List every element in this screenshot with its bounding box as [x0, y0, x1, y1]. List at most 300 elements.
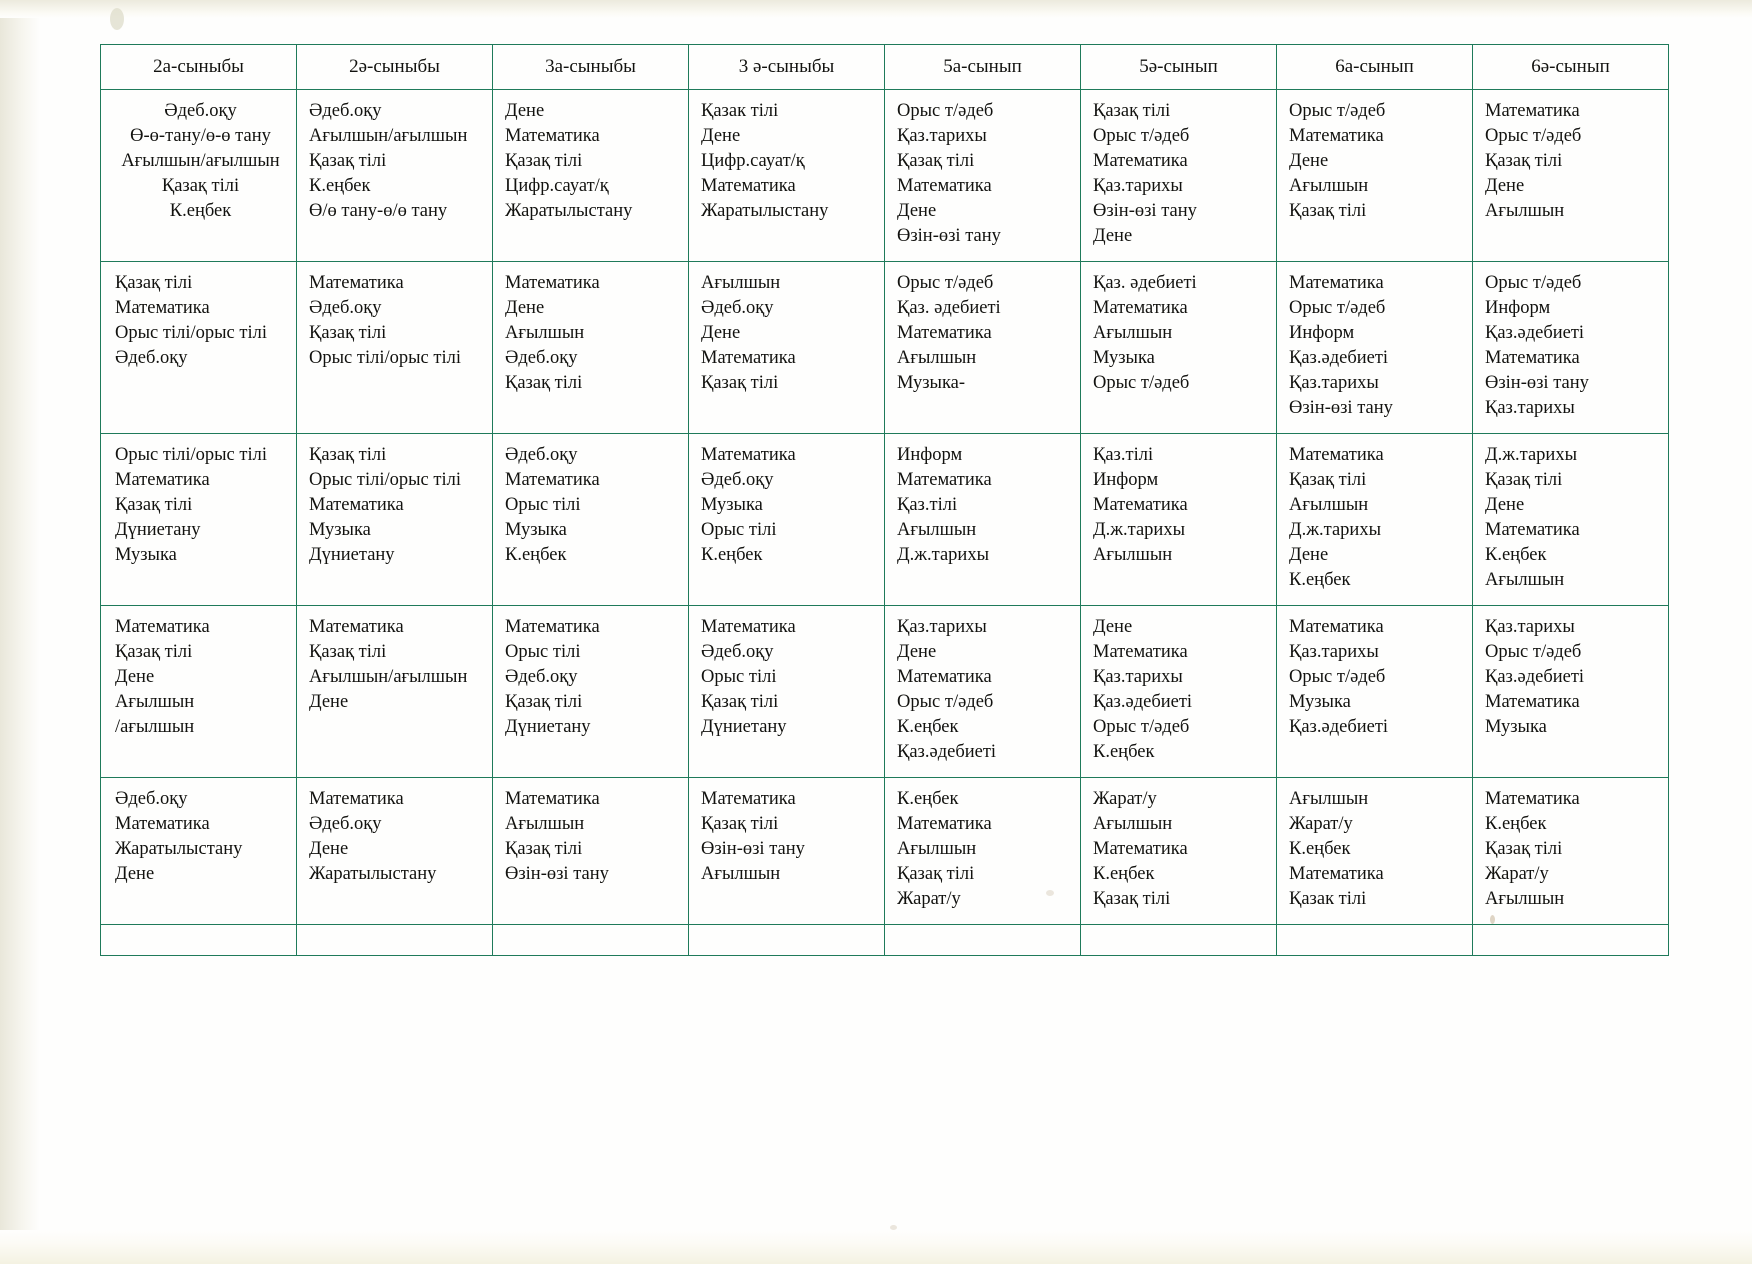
subject-line: Қазақ тілі — [1289, 470, 1367, 490]
subject-line: Дене — [1289, 151, 1329, 171]
subject-line: Музыка — [309, 520, 371, 540]
subject-line: Математика — [505, 273, 600, 293]
schedule-cell — [493, 778, 689, 925]
subject-line: Қаз.тарихы — [1289, 642, 1379, 662]
subject-line: Информ — [1093, 470, 1159, 490]
cell-content — [1473, 778, 1668, 924]
subject-line: К.еңбек — [1485, 545, 1547, 565]
subject-line: Қазақ тілі — [161, 176, 240, 196]
cell-content — [1473, 90, 1668, 236]
subject-line: Әдеб.оқу — [309, 298, 382, 318]
subject-line: Дене — [701, 126, 741, 146]
schedule-cell — [689, 434, 885, 606]
subject-line: Қазақ тілі — [309, 445, 387, 465]
subject-line: Ағылшын — [1485, 570, 1565, 590]
subject-line: Информ — [897, 445, 963, 465]
subject-line: Орыс тілі/орыс тілі — [309, 348, 461, 368]
subject-line: К.еңбек — [897, 717, 959, 737]
subject-line: Математика — [115, 814, 210, 834]
subject-line: К.еңбек — [1093, 742, 1155, 762]
cell-content — [1473, 434, 1668, 605]
subject-line: Қазақ тілі — [701, 692, 779, 712]
subject-line: Қаз. әдебиеті — [1093, 273, 1197, 293]
subject-line: Музыка — [701, 495, 763, 515]
subject-line: Информ — [1485, 298, 1551, 318]
schedule-cell-empty — [101, 925, 297, 956]
subject-line: Математика — [897, 323, 992, 343]
subject-line: Қазақ тілі — [1485, 151, 1563, 171]
subject-line: Математика — [1289, 864, 1384, 884]
schedule-cell — [1473, 262, 1669, 434]
subject-line: Математика — [505, 617, 600, 637]
schedule-cell — [885, 606, 1081, 778]
subject-line: Жарат/у — [1289, 814, 1353, 834]
cell-content — [493, 262, 688, 408]
subject-line: Дене — [505, 101, 545, 121]
subject-line: Математика — [309, 617, 404, 637]
cell-content — [493, 434, 688, 580]
column-header-5a: 5а-сынып — [885, 45, 1081, 90]
subject-line: Өзін-өзі тану — [701, 839, 805, 859]
cell-content — [1081, 90, 1276, 261]
subject-line: Орыс тілі/орыс тілі — [309, 470, 461, 490]
subject-line: Музыка — [1093, 348, 1155, 368]
schedule-cell — [101, 778, 297, 925]
schedule-cell-empty — [1081, 925, 1277, 956]
subject-line: Орыс тілі — [505, 642, 581, 662]
subject-line: Қазақ тілі — [505, 151, 583, 171]
cell-content — [689, 434, 884, 580]
subject-line: Ағылшын — [897, 520, 977, 540]
subject-line: Математика — [1093, 839, 1188, 859]
subject-line: К.еңбек — [169, 201, 232, 221]
subject-line: Дүниетану — [505, 717, 591, 737]
subject-line: Қаз.әдебиеті — [1485, 323, 1585, 343]
schedule-table-body — [101, 90, 1669, 956]
subject-line: Орыс т/әдеб — [1485, 273, 1582, 293]
subject-line: Музыка — [115, 545, 177, 565]
cell-content — [689, 262, 884, 408]
schedule-cell — [885, 778, 1081, 925]
subject-line: Математика — [115, 617, 210, 637]
subject-line: Математика — [701, 617, 796, 637]
subject-line: Дене — [1289, 545, 1329, 565]
subject-line: Ағылшын — [1289, 789, 1369, 809]
cell-content — [297, 90, 492, 236]
subject-line: Математика — [701, 176, 796, 196]
table-row — [101, 262, 1669, 434]
cell-content — [1081, 434, 1276, 580]
subject-line: Математика — [1485, 520, 1580, 540]
subject-line: Жаратылыстану — [115, 839, 243, 859]
cell-content — [1277, 434, 1472, 605]
subject-line: Қаз.әдебиеті — [1093, 692, 1193, 712]
subject-line: Музыка — [1289, 692, 1351, 712]
subject-line: Әдеб.оқу — [505, 445, 578, 465]
cell-content — [689, 606, 884, 752]
schedule-cell — [1081, 606, 1277, 778]
schedule-cell-empty — [1473, 925, 1669, 956]
column-header-3a: 3а-сыныбы — [493, 45, 689, 90]
table-row — [101, 778, 1669, 925]
subject-line: Ағылшын — [1093, 814, 1173, 834]
cell-content — [493, 778, 688, 899]
schedule-cell-empty — [297, 925, 493, 956]
cell-content — [101, 434, 296, 580]
subject-line: Қаз. әдебиеті — [897, 298, 1001, 318]
subject-line: Математика — [701, 445, 796, 465]
subject-line: Қаз.тарихы — [897, 126, 987, 146]
schedule-cell — [101, 606, 297, 778]
cell-content — [101, 262, 296, 383]
schedule-cell — [297, 434, 493, 606]
schedule-cell — [1277, 262, 1473, 434]
subject-line: Жаратылыстану — [701, 201, 829, 221]
subject-line: Дене — [115, 864, 155, 884]
schedule-cell — [1473, 606, 1669, 778]
cell-content — [1081, 262, 1276, 408]
subject-line: Математика — [309, 789, 404, 809]
subject-line: Қаз.тілі — [897, 495, 958, 515]
subject-line: Математика — [897, 470, 992, 490]
cell-content — [493, 90, 688, 236]
subject-line: Жаратылыстану — [505, 201, 633, 221]
subject-line: Ө-ө-тану/ө-ө тану — [130, 126, 271, 146]
subject-line: Орыс т/әдеб — [1093, 717, 1190, 737]
schedule-cell — [689, 606, 885, 778]
table-row — [101, 434, 1669, 606]
subject-line: Қазақ тілі — [897, 151, 975, 171]
subject-line: Математика — [897, 667, 992, 687]
subject-line: Математика — [1093, 495, 1188, 515]
schedule-cell — [689, 778, 885, 925]
subject-line: Қазак тілі — [1289, 889, 1367, 909]
subject-line: К.еңбек — [1289, 570, 1351, 590]
scan-speck — [890, 1225, 897, 1230]
subject-line: Әдеб.оқу — [701, 470, 774, 490]
schedule-cell — [1473, 434, 1669, 606]
subject-line: Дене — [897, 642, 937, 662]
subject-line: Дүниетану — [701, 717, 787, 737]
cell-content — [297, 434, 492, 580]
subject-line: Дене — [897, 201, 937, 221]
column-header-5ae: 5ә-сынып — [1081, 45, 1277, 90]
subject-line: Орыс т/әдеб — [897, 273, 994, 293]
header-row — [101, 45, 1669, 90]
subject-line: Қазақ тілі — [701, 814, 779, 834]
subject-line: Математика — [1289, 273, 1384, 293]
subject-line: Дүниетану — [115, 520, 201, 540]
schedule-cell — [1081, 434, 1277, 606]
cell-content — [101, 778, 296, 899]
subject-line: Ағылшын/ағылшын — [121, 151, 280, 171]
subject-line: Қаз.тарихы — [1485, 398, 1575, 418]
subject-line: Қазақ тілі — [1485, 470, 1563, 490]
subject-line: Қазақ тілі — [115, 495, 193, 515]
cell-content — [1277, 262, 1472, 433]
subject-line: Қазақ тілі — [1485, 839, 1563, 859]
subject-line: Қазақ тілі — [505, 692, 583, 712]
subject-line: Дене — [309, 692, 349, 712]
subject-line: Қазақ тілі — [309, 323, 387, 343]
subject-line: Математика — [505, 470, 600, 490]
subject-line: Қаз.әдебиеті — [1289, 348, 1389, 368]
subject-line: Математика — [1289, 445, 1384, 465]
subject-line: Дүниетану — [309, 545, 395, 565]
scan-edge-bottom — [0, 1230, 1752, 1264]
subject-line: Дене — [505, 298, 545, 318]
cell-content — [689, 778, 884, 899]
cell-content — [885, 434, 1080, 580]
schedule-cell-empty — [493, 925, 689, 956]
subject-line: Қазақ тілі — [309, 642, 387, 662]
cell-content — [885, 90, 1080, 261]
schedule-cell — [885, 434, 1081, 606]
schedule-cell — [1081, 778, 1277, 925]
subject-line: Өзін-өзі тану — [897, 226, 1001, 246]
subject-line: Қаз.әдебиеті — [897, 742, 997, 762]
cell-content — [885, 262, 1080, 408]
subject-line: Математика — [505, 789, 600, 809]
subject-line: Дене — [1485, 495, 1525, 515]
schedule-table — [100, 44, 1669, 956]
schedule-cell — [689, 90, 885, 262]
schedule-cell — [101, 90, 297, 262]
table-row — [101, 606, 1669, 778]
subject-line: Әдеб.оқу — [701, 642, 774, 662]
schedule-cell — [689, 262, 885, 434]
subject-line: Орыс т/әдеб — [1289, 667, 1386, 687]
subject-line: Ағылшын/ағылшын — [309, 667, 468, 687]
schedule-cell-empty — [689, 925, 885, 956]
subject-line: Математика — [1093, 298, 1188, 318]
subject-line: Ағылшын — [897, 839, 977, 859]
schedule-cell — [1081, 262, 1277, 434]
cell-content — [1277, 90, 1472, 236]
schedule-cell — [1277, 434, 1473, 606]
cell-content — [1277, 606, 1472, 752]
subject-line: Математика — [1093, 642, 1188, 662]
subject-line: Қазақ тілі — [115, 642, 193, 662]
subject-line: /ағылшын — [115, 717, 195, 737]
cell-content — [885, 778, 1080, 924]
subject-line: Қазак тілі — [701, 101, 779, 121]
subject-line: Әдеб.оқу — [115, 789, 188, 809]
subject-line: Математика — [1289, 617, 1384, 637]
subject-line: Ағылшын — [1485, 201, 1565, 221]
subject-line: Әдеб.оқу — [505, 667, 578, 687]
subject-line: Ағылшын — [701, 864, 781, 884]
subject-line: Математика — [309, 495, 404, 515]
subject-line: К.еңбек — [1289, 839, 1351, 859]
schedule-cell — [1081, 90, 1277, 262]
cell-content — [1473, 262, 1668, 433]
subject-line: Ағылшын — [115, 692, 195, 712]
subject-line: Өзін-өзі тану — [505, 864, 609, 884]
subject-line: Жарат/у — [1093, 789, 1157, 809]
subject-line: Орыс т/әдеб — [897, 692, 994, 712]
subject-line: Әдеб.оқу — [164, 101, 237, 121]
subject-line: Жарат/у — [897, 889, 961, 909]
schedule-cell — [1473, 778, 1669, 925]
table-row — [101, 90, 1669, 262]
subject-line: Орыс т/әдеб — [1093, 373, 1190, 393]
subject-line: Дене — [309, 839, 349, 859]
subject-line: Музыка — [505, 520, 567, 540]
subject-line: Орыс т/әдеб — [1093, 126, 1190, 146]
subject-line: Қазақ тілі — [115, 273, 193, 293]
subject-line: Орыс тілі/орыс тілі — [115, 323, 267, 343]
subject-line: Әдеб.оқу — [309, 101, 382, 121]
subject-line: Орыс т/әдеб — [1289, 298, 1386, 318]
subject-line: Орыс т/әдеб — [1485, 126, 1582, 146]
column-header-2a: 2а-сыныбы — [101, 45, 297, 90]
subject-line: Математика — [701, 348, 796, 368]
subject-line: Музыка- — [897, 373, 966, 393]
subject-line: Қаз.тарихы — [897, 617, 987, 637]
subject-line: Ағылшын — [897, 348, 977, 368]
subject-line: К.еңбек — [1093, 864, 1155, 884]
subject-line: Математика — [115, 470, 210, 490]
subject-line: Математика — [1485, 101, 1580, 121]
subject-line: К.еңбек — [309, 176, 371, 196]
subject-line: Математика — [505, 126, 600, 146]
subject-line: Ағылшын — [505, 814, 585, 834]
subject-line: К.еңбек — [505, 545, 567, 565]
schedule-cell-empty — [1277, 925, 1473, 956]
subject-line: Дене — [701, 323, 741, 343]
cell-content — [885, 606, 1080, 777]
subject-line: Орыс т/әдеб — [1289, 101, 1386, 121]
subject-line: Математика — [1289, 126, 1384, 146]
subject-line: Математика — [1093, 151, 1188, 171]
subject-line: Орыс тілі/орыс тілі — [115, 445, 267, 465]
subject-line: Дене — [1485, 176, 1525, 196]
subject-line: Қаз.тарихы — [1289, 373, 1379, 393]
subject-line: Музыка — [1485, 717, 1547, 737]
column-header-6ae: 6ә-сынып — [1473, 45, 1669, 90]
subject-line: Математика — [897, 176, 992, 196]
subject-line: Жарат/у — [1485, 864, 1549, 884]
subject-line: Қаз.тарихы — [1093, 176, 1183, 196]
subject-line: Әдеб.оқу — [505, 348, 578, 368]
subject-line: Математика — [1485, 348, 1580, 368]
column-header-6a: 6а-сынып — [1277, 45, 1473, 90]
subject-line: Қазақ тілі — [309, 151, 387, 171]
subject-line: Орыс т/әдеб — [1485, 642, 1582, 662]
schedule-table-head — [101, 45, 1669, 90]
schedule-cell — [493, 606, 689, 778]
subject-line: Ө/ө тану-ө/ө тану — [309, 201, 448, 221]
subject-line: Қазақ тілі — [505, 839, 583, 859]
subject-line: Ағылшын/ағылшын — [309, 126, 468, 146]
cell-content — [1277, 778, 1472, 924]
schedule-cell-empty — [885, 925, 1081, 956]
subject-line: Ағылшын — [505, 323, 585, 343]
subject-line: Қазақ тілі — [1289, 201, 1367, 221]
subject-line: Қазақ тілі — [897, 864, 975, 884]
schedule-cell — [297, 778, 493, 925]
subject-line: Математика — [1485, 692, 1580, 712]
schedule-cell — [297, 90, 493, 262]
schedule-cell — [1277, 778, 1473, 925]
subject-line: Жаратылыстану — [309, 864, 437, 884]
subject-line: Д.ж.тарихы — [1289, 520, 1382, 540]
subject-line: Ағылшын — [1289, 176, 1369, 196]
subject-line: К.еңбек — [701, 545, 763, 565]
subject-line: Қазақ тілі — [505, 373, 583, 393]
cell-content — [101, 606, 296, 752]
scan-edge-top — [0, 0, 1752, 18]
subject-line: Қаз.тілі — [1093, 445, 1154, 465]
subject-line: Ағылшын — [1289, 495, 1369, 515]
subject-line: Өзін-өзі тану — [1093, 201, 1197, 221]
subject-line: Д.ж.тарихы — [1485, 445, 1578, 465]
subject-line: Орыс тілі — [505, 495, 581, 515]
subject-line: Әдеб.оқу — [701, 298, 774, 318]
subject-line: Информ — [1289, 323, 1355, 343]
subject-line: Дене — [115, 667, 155, 687]
subject-line: Математика — [701, 789, 796, 809]
schedule-cell — [1473, 90, 1669, 262]
subject-line: Қаз.тарихы — [1093, 667, 1183, 687]
cell-content — [101, 90, 296, 236]
subject-line: Ағылшын — [1485, 889, 1565, 909]
cell-content — [1081, 778, 1276, 924]
schedule-cell — [101, 434, 297, 606]
cell-content — [1081, 606, 1276, 777]
cell-content — [1473, 606, 1668, 752]
subject-line: Математика — [115, 298, 210, 318]
subject-line: Әдеб.оқу — [309, 814, 382, 834]
schedule-table-container — [100, 44, 1660, 956]
subject-line: Өзін-өзі тану — [1289, 398, 1393, 418]
subject-line: Дене — [1093, 617, 1133, 637]
scan-edge-left — [0, 0, 40, 1264]
subject-line: Ағылшын — [1093, 323, 1173, 343]
subject-line: К.еңбек — [897, 789, 959, 809]
cell-content — [493, 606, 688, 752]
column-header-2ae: 2ә-сыныбы — [297, 45, 493, 90]
subject-line: Ағылшын — [701, 273, 781, 293]
schedule-cell — [1277, 606, 1473, 778]
subject-line: К.еңбек — [1485, 814, 1547, 834]
cell-content — [689, 90, 884, 236]
table-spacer-row — [101, 925, 1669, 956]
subject-line: Қаз.әдебиеті — [1289, 717, 1389, 737]
schedule-cell — [493, 90, 689, 262]
subject-line: Әдеб.оқу — [115, 348, 188, 368]
subject-line: Өзін-өзі тану — [1485, 373, 1589, 393]
subject-line: Ағылшын — [1093, 545, 1173, 565]
subject-line: Математика — [897, 814, 992, 834]
schedule-cell — [101, 262, 297, 434]
subject-line: Математика — [1485, 789, 1580, 809]
subject-line: Цифр.сауат/қ — [701, 151, 805, 171]
subject-line: Қазақ тілі — [1093, 101, 1171, 121]
schedule-cell — [1277, 90, 1473, 262]
cell-content — [297, 606, 492, 727]
subject-line: Д.ж.тарихы — [897, 545, 990, 565]
subject-line: Цифр.сауат/қ — [505, 176, 609, 196]
subject-line: Орыс тілі — [701, 520, 777, 540]
subject-line: Орыс т/әдеб — [897, 101, 994, 121]
schedule-cell — [885, 90, 1081, 262]
subject-line: Қазақ тілі — [1093, 889, 1171, 909]
subject-line: Қаз.әдебиеті — [1485, 667, 1585, 687]
schedule-cell — [493, 262, 689, 434]
subject-line: Қаз.тарихы — [1485, 617, 1575, 637]
